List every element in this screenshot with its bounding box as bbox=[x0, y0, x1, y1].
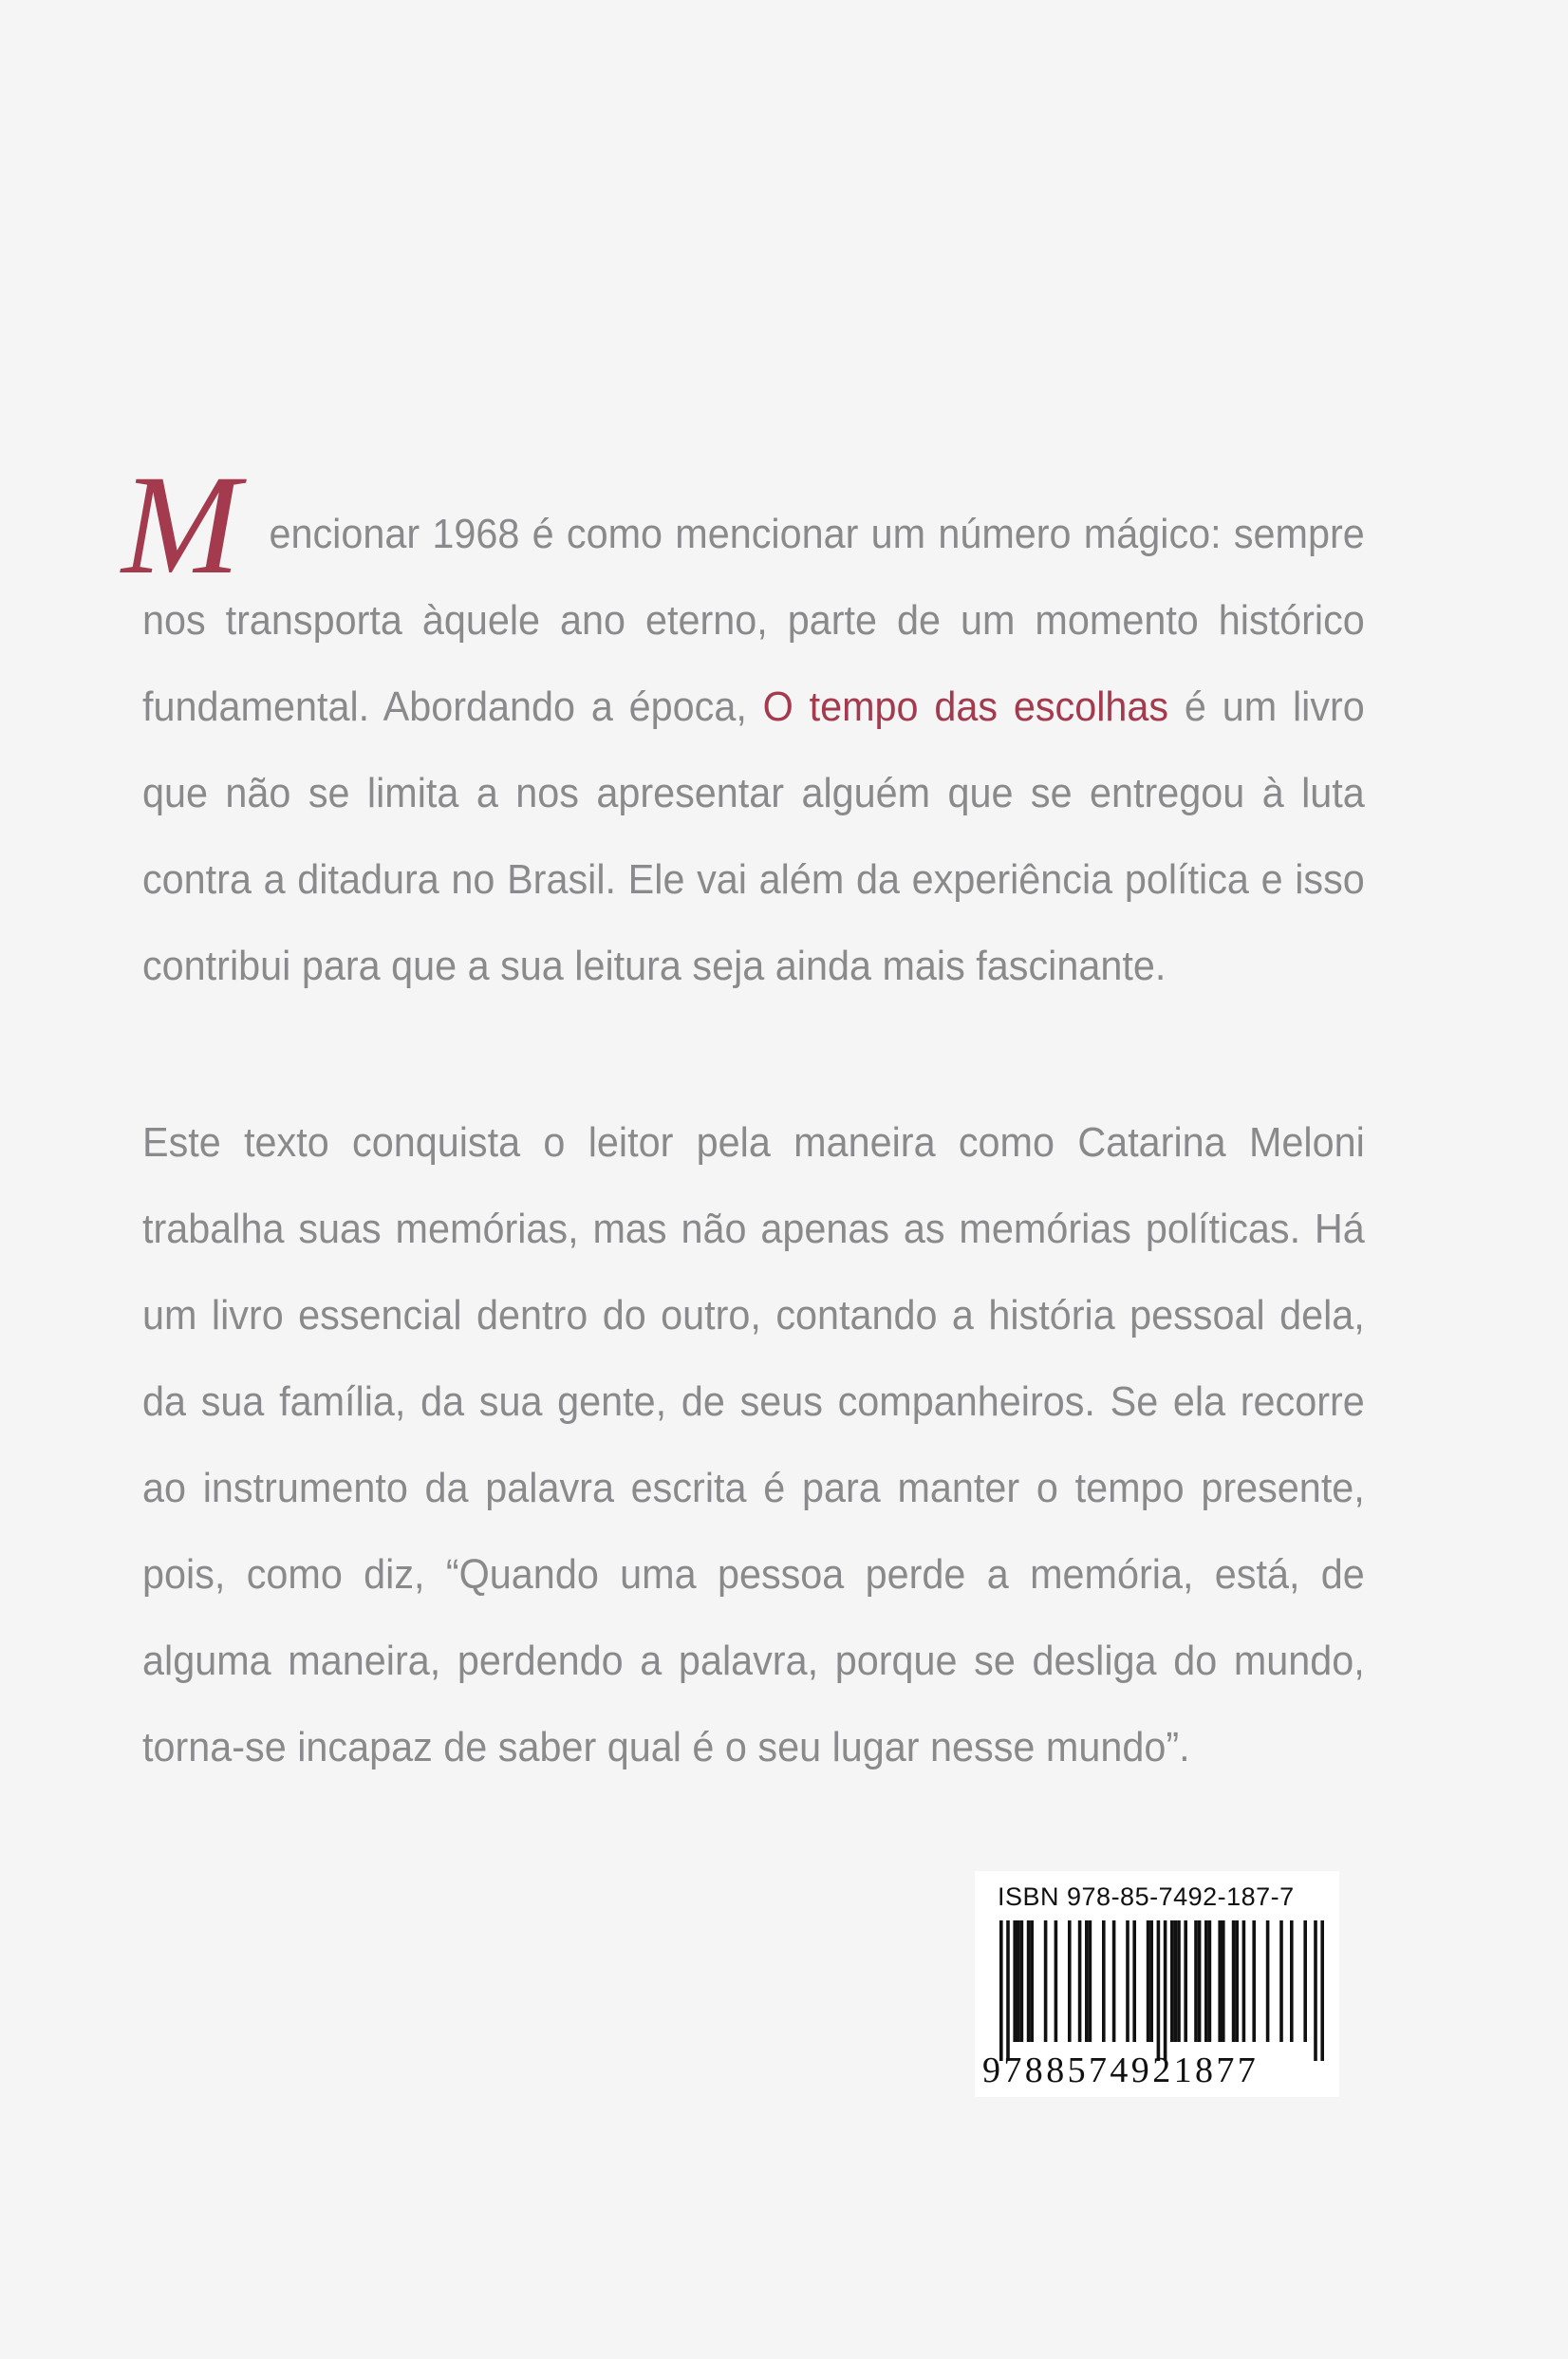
barcode-bar bbox=[1078, 1920, 1082, 2042]
barcode-bar bbox=[1102, 1920, 1106, 2042]
barcode-bar bbox=[1320, 1920, 1324, 2061]
drop-cap-letter: M bbox=[121, 446, 240, 604]
barcode-bar bbox=[1132, 1920, 1136, 2042]
barcode-bar bbox=[1184, 1920, 1187, 2042]
barcode-bar bbox=[1204, 1920, 1208, 2042]
barcode-bar bbox=[1055, 1920, 1058, 2042]
barcode-bar bbox=[1089, 1920, 1092, 2042]
barcode-bar bbox=[1006, 1920, 1010, 2061]
barcode-bar bbox=[1242, 1920, 1246, 2042]
barcode-bar bbox=[1232, 1920, 1236, 2042]
second-paragraph bbox=[142, 1099, 1365, 1790]
barcode-bar bbox=[1020, 1920, 1024, 2042]
barcode-bar bbox=[1085, 1920, 1089, 2042]
barcode-bar bbox=[1027, 1920, 1031, 2042]
barcode-bar bbox=[1164, 1920, 1167, 2061]
isbn-label: ISBN 978-85-7492-187-7 bbox=[998, 1882, 1295, 1911]
barcode-bar bbox=[1126, 1920, 1129, 2042]
barcode-bar bbox=[1222, 1920, 1225, 2042]
barcode-bar bbox=[1149, 1920, 1153, 2042]
barcode-bar bbox=[1068, 1920, 1072, 2042]
barcode-bar bbox=[1044, 1920, 1048, 2042]
barcode-bar bbox=[1279, 1920, 1283, 2042]
barcode-digits: 9788574921877 bbox=[982, 2050, 1260, 2090]
second-paragraph-text: Este texto conquista o leitor pela maneira como Catarina Meloni trabalha suas memórias, mas não apenas as memórias políticas. Há um livro essencial dentro do outro, contando a história pessoal dela, da sua família, da sua gente, de seus companheiros. Se ela recorre ao instrumento da palavra escrita é para manter o tempo presente, pois, como diz, “Quando uma pessoa perde a memória, está, de alguma maneira, perdendo a palavra, porque se desliga do mundo, torna-se incapaz de saber qual é o seu lugar nesse mundo”. bbox=[142, 1119, 1365, 1770]
barcode-bar bbox=[1198, 1920, 1202, 2042]
book-title: O tempo das escolhas bbox=[762, 683, 1169, 730]
intro-text-start: encionar 1968 é como mencionar um número mágico: sempre nos transporta àquele ano eterno, parte de um momento histórico fundamental. Abordando a época, bbox=[142, 511, 1365, 730]
barcode-bar bbox=[1290, 1920, 1294, 2042]
barcode-bar bbox=[1112, 1920, 1116, 2042]
barcode-bar bbox=[1266, 1920, 1270, 2042]
barcode-bar bbox=[1177, 1920, 1181, 2042]
intro-text-end: é um livro que não se limita a nos apresentar alguém que se entregou à luta contra a ditadura no Brasil. Ele vai além da experiência política e isso contribui para que a sua leitura seja ainda mais fascinante. bbox=[142, 683, 1365, 989]
barcode-bar bbox=[1314, 1920, 1317, 2061]
barcode-bar bbox=[1218, 1920, 1222, 2042]
barcode-bar bbox=[1303, 1920, 1307, 2042]
barcode-bar bbox=[1147, 1920, 1150, 2042]
barcode-bar bbox=[1174, 1920, 1178, 2042]
barcode-bar bbox=[1235, 1920, 1239, 2042]
barcode-bar bbox=[1170, 1920, 1174, 2042]
barcode-bar bbox=[1252, 1920, 1256, 2042]
barcode-bar bbox=[1030, 1920, 1034, 2042]
barcode-bar bbox=[1017, 1920, 1020, 2042]
barcode-bar bbox=[1208, 1920, 1212, 2042]
isbn-barcode bbox=[975, 1871, 1339, 2097]
intro-paragraph bbox=[142, 491, 1365, 1009]
barcode-bar bbox=[1194, 1920, 1198, 2042]
barcode-bar bbox=[1013, 1920, 1017, 2042]
barcode-bar bbox=[999, 1920, 1003, 2061]
barcode-bar bbox=[1157, 1920, 1161, 2061]
